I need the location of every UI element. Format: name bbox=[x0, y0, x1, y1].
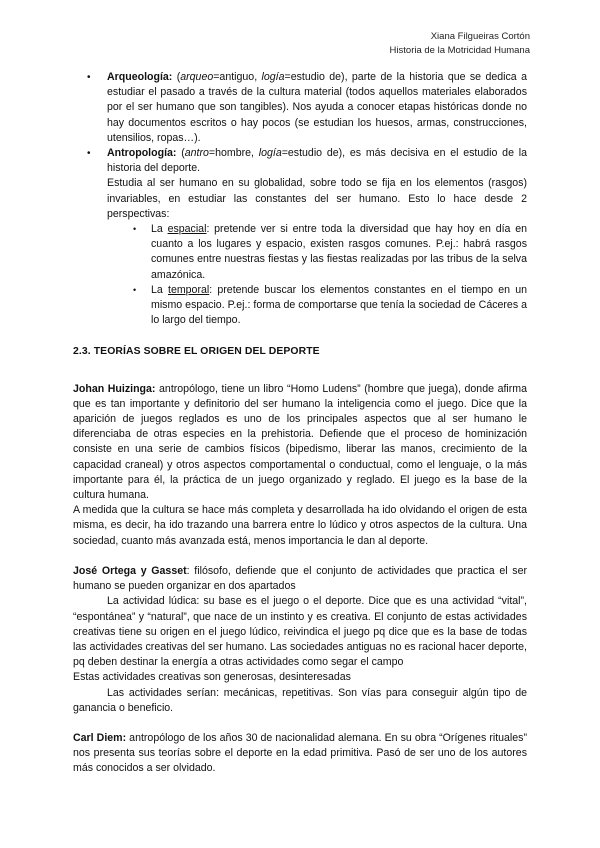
author-name: Johan Huizinga: bbox=[73, 382, 156, 395]
etymology-word: arqueo bbox=[180, 71, 214, 83]
ortega-section bbox=[73, 564, 527, 716]
paragraph-text: : filósofo, defiende que el conjunto de actividades que practica el ser humano se pueden organizar en dos apartados bbox=[73, 564, 527, 593]
section-title: 2.3. TEORÍAS SOBRE EL ORIGEN DEL DEPORTE bbox=[73, 346, 320, 358]
term-temporal: temporal bbox=[168, 283, 210, 296]
etymology-def: =antiguo, bbox=[213, 71, 262, 83]
paren: ( bbox=[176, 147, 185, 160]
author-name: Carl Diem: bbox=[73, 731, 127, 744]
etymology-word: logía bbox=[261, 71, 285, 83]
sub-prefix: La bbox=[151, 223, 168, 236]
definitions-list bbox=[73, 70, 527, 328]
etymology-def: =estudio de) bbox=[284, 71, 345, 83]
diem-paragraph-1 bbox=[73, 731, 527, 777]
diem-section bbox=[73, 731, 527, 777]
etymology-word: logía bbox=[258, 147, 282, 160]
page-header bbox=[390, 30, 530, 58]
ortega-paragraph-3: Estas actividades creativas son generosas, desinteresadas bbox=[73, 671, 351, 684]
definition-text: , es más decisiva en el estudio de la historia del deporte. bbox=[107, 147, 527, 175]
etymology-def: =hombre, bbox=[208, 147, 259, 160]
term-antropologia: Antropología: bbox=[107, 147, 177, 160]
paragraph-text: antropólogo de los años 30 de nacionalidad alemana. En su obra “Orígenes rituales” nos presenta sus teorías sobre el deporte en la edad primitiva. Pasó de ser uno de los autores más conocidos a ser olvidado. bbox=[73, 731, 527, 775]
huizinga-paragraph-2: A medida que la cultura se hace más completa y desarrollada ha ido olvidando el origen de esta misma, es decir, ha ido trazando una barrera entre lo lúdico y otros aspectos de la cultura. Una sociedad, cuanto más avanzada está, menos importancia le dan al deporte. bbox=[73, 504, 527, 547]
paragraph-text: antropólogo, tiene un libro “Homo Ludens” (hombre que juega), donde afirma que es tan importante y definitorio del ser humano la inteligencia como el juego. Dice que la aparición de juegos reglados es uno de los principales aspectos que al ser humano le diferenciaba de otras especies en la prehistoria. Defiende que el proceso de hominización consiste en una serie de cambios físicos (bipedismo, liberar las manos, crecimiento de la capacidad craneal) y otros aspectos comportamental o conductual, como el lenguaje, o la más importante para él, la práctica de un juego organizado y reglado. El juego es la base de la cultura humana. bbox=[73, 382, 527, 502]
header-author: Xiana Filgueiras Cortón bbox=[430, 31, 530, 42]
ortega-paragraph-2: La actividad lúdica: su base es el juego o el deporte. Dice que es una actividad “vital”, “espontánea” y “natural”, que nace de un instinto y es creativa. El conjunto de estas actividades creativas tiene su origen en el juego lúdico, reivindica el juego pq dice que es la base de todas las actividades creativas del ser humano. Las sociedades antiguas no es racional hacer deporte, pq deben destinar la energía a otras actividades como segar el campo bbox=[73, 595, 527, 669]
huizinga-section bbox=[73, 382, 527, 549]
sub-prefix: La bbox=[151, 283, 168, 296]
paren: ( bbox=[172, 71, 181, 83]
etymology-word: antro bbox=[184, 147, 209, 160]
sub-text: : pretende ver si entre toda la diversidad que hay hoy en día en cuanto a los lugares y espacio, existen rasgos comunes. P.ej.: habrá rasgos comunes entre nuestras fiestas y las fiestas realizadas por las tribus de la selva amazónica. bbox=[151, 223, 527, 281]
list-item-temporal bbox=[107, 283, 527, 329]
definition-text: , parte de la historia que se dedica a estudiar el pasado a través de la cultura material (todos aquellos materiales elaborados por el ser humano que son tangibles). Nos ayuda a conocer etapas históricas donde no hay documentos escritos o hay pocos (se estudian los huesos, armas, construcciones, utensilios, ropas…). bbox=[107, 71, 527, 144]
list-item-arqueologia bbox=[73, 70, 527, 146]
header-subject: Historia de la Motricidad Humana bbox=[389, 45, 530, 56]
author-name: José Ortega y Gasset bbox=[73, 564, 187, 577]
ortega-paragraph-1 bbox=[73, 564, 527, 594]
etymology-def: =estudio de) bbox=[281, 147, 343, 160]
document-body bbox=[73, 70, 527, 777]
term-arqueologia: Arqueología: bbox=[107, 71, 173, 83]
huizinga-paragraph-1 bbox=[73, 382, 527, 504]
list-item-antropologia bbox=[73, 146, 527, 328]
list-item-espacial bbox=[107, 222, 527, 283]
perspectives-list bbox=[107, 222, 527, 328]
ortega-paragraph-4: Las actividades serían: mecánicas, repetitivas. Son vías para conseguir algún tipo de ganancia o beneficio. bbox=[73, 686, 527, 714]
antropologia-definition bbox=[107, 146, 527, 176]
antropologia-description: Estudia al ser humano en su globalidad, sobre todo se fija en los elementos (rasgos) invariables, en estudiar las constantes del ser humano. Esto lo hace desde 2 perspectivas: bbox=[107, 177, 527, 220]
term-espacial: espacial bbox=[167, 223, 207, 236]
sub-text: : pretende buscar los elementos constantes en el tiempo en un mismo espacio. P.ej.: forma de comportarse que tenía la sociedad de Cáceres a lo largo del tiempo. bbox=[151, 283, 527, 327]
